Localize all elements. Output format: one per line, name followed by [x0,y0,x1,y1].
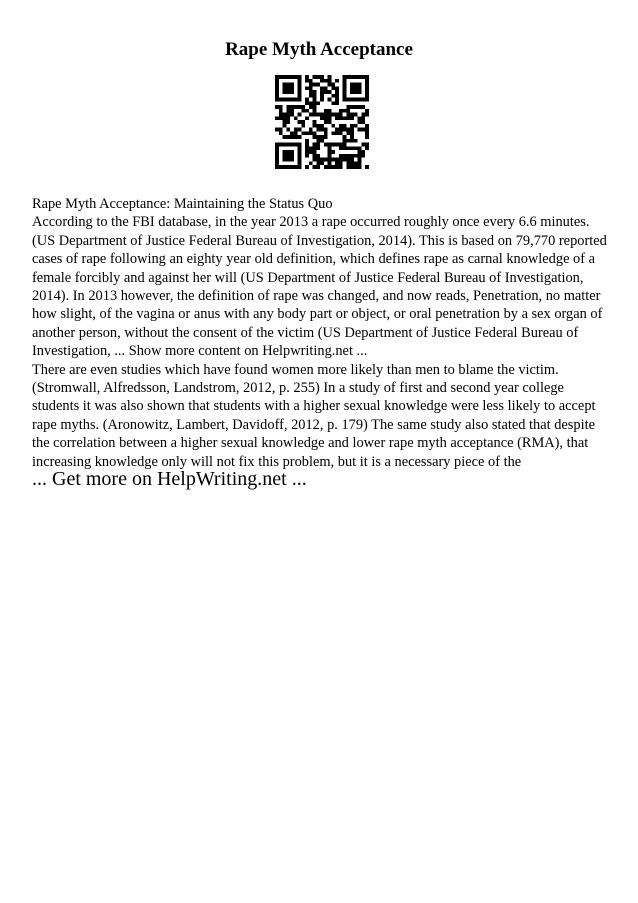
document-title: Rape Myth Acceptance [225,39,413,60]
qr-code-icon [275,75,369,169]
qr-code-graphic [275,75,369,169]
body-paragraph: There are even studies which have found women more likely than men to blame the victim. (Stromwall, Alfredsson, Landstrom, 2012, p. 255) In a study of first and second year college students it was also shown that students with a higher sexual knowledge were less likely to accept rape myths. (Aronowitz, Lambert, Davidoff, 2012, p. 179) The same study also stated that despite the correlation between a higher sexual knowledge and lower rape myth acceptance (RMA), that increasing knowledge only will not fix this problem, but it is a necessary piece of the [32,361,596,470]
document-body [32,195,608,471]
body-heading-line: Rape Myth Acceptance: Maintaining the Status Quo [32,196,333,212]
body-paragraph: According to the FBI database, in the year 2013 a rape occurred roughly once every 6.6 minutes. (US Department of Justice Federal Bureau of Investigation, 2014). This is based on 79,770 reported cases of rape following an eighty year old definition, which defines rape as carnal knowledge of a female forcibly and against her will (US Department of Justice Federal Bureau of Investigation, 2014). In 2013 however, the definition of rape was changed, and now reads, Penetration, no matter how slight, of the vagina or anus with any body part or object, or oral penetration by a sex organ of another person, without the consent of the victim (US Department of Justice Federal Bureau of Investigation, ... Show more content on Helpwriting.net ... [32,214,607,360]
get-more-link[interactable]: ... Get more on HelpWriting.net ... [32,468,307,490]
